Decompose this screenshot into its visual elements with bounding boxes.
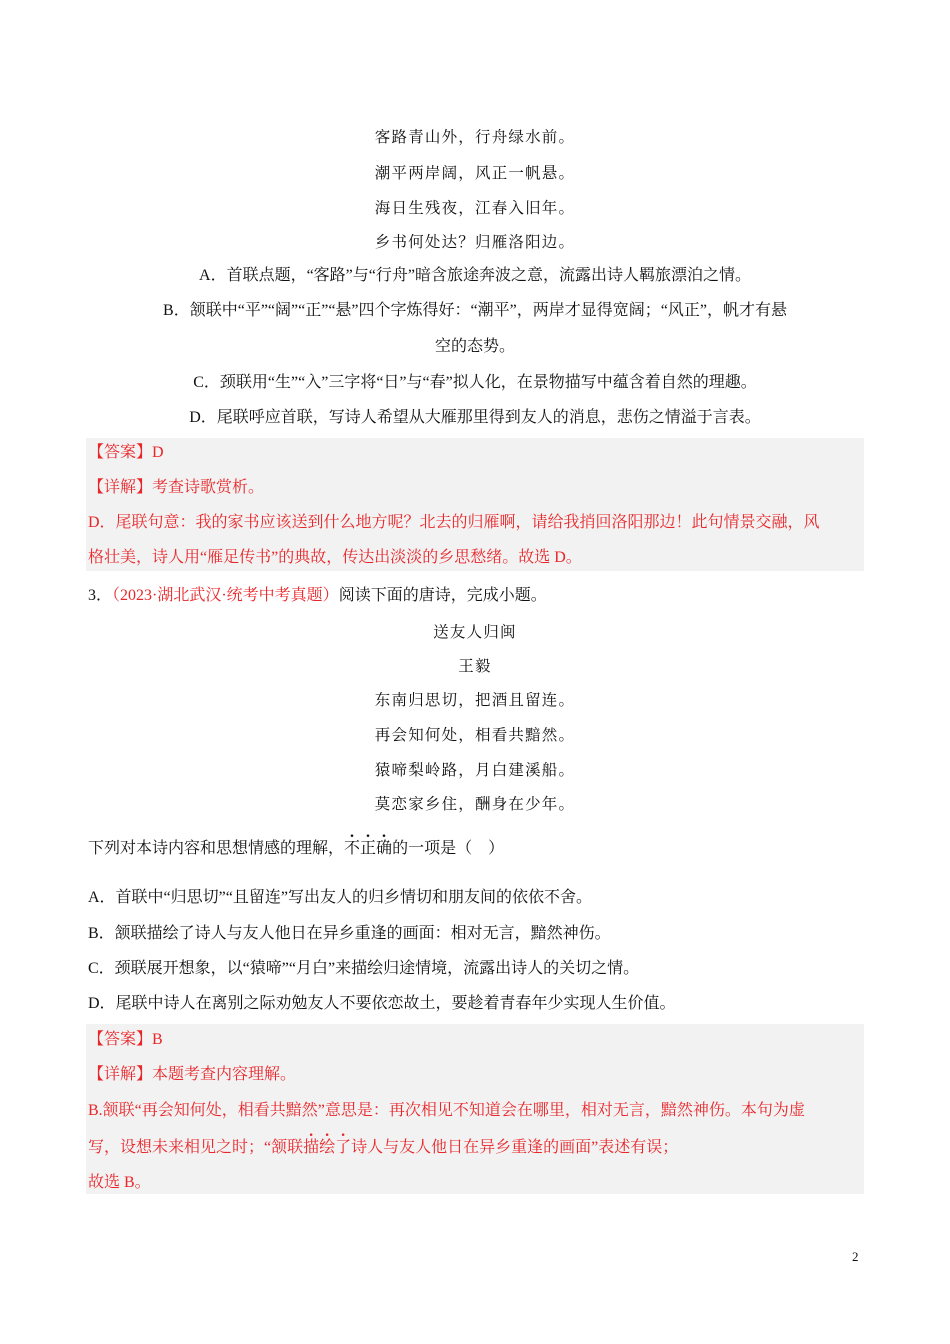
emphasis-char: 绘 — [319, 1139, 336, 1156]
explain-text: 写，设想未来相见之时；“颔联 — [88, 1139, 304, 1156]
poem1-line-4: 乡书何处达？归雁洛阳边。 — [374, 233, 576, 251]
poem2-line-3: 猿啼梨岭路，月白建溪船。 — [374, 761, 576, 779]
stem-text: 下列对本诗内容和思想情感的理解， — [88, 840, 345, 857]
poem2-line-4: 莫恋家乡住，酬身在少年。 — [374, 795, 576, 813]
emphasis-char: 描 — [303, 1139, 320, 1156]
q2-explain-line2: 格壮美，诗人用“雁足传书”的典故，传达出淡淡的乡思愁绪。故选 D。 — [88, 549, 582, 566]
detail-label: 【详解】 — [88, 479, 153, 496]
answer-label: 【答案】 — [88, 1031, 153, 1048]
emphasis-char: 确 — [376, 840, 393, 857]
q2-detail — [88, 477, 264, 499]
q3-explain-line2 — [88, 1137, 678, 1159]
q2-option-c: C．颈联用“生”“入”三字将“日”与“春”拟人化，在景物描写中蕴含着自然的理趣。 — [193, 374, 757, 391]
poem2-line-1: 东南归思切，把酒且留连。 — [374, 691, 576, 709]
q3-explain-line1: B.颔联“再会知何处，相看共黯然”意思是：再次相见不知道会在哪里，相对无言，黯然神伤。本句为虚 — [88, 1102, 805, 1119]
poem2-title: 送友人归闽 — [433, 623, 517, 641]
q3-option-c: C．颈联展开想象，以“猿啼”“月白”来描绘归途情境，流露出诗人的关切之情。 — [88, 960, 640, 977]
poem1-line-3: 海日生残夜，江春入旧年。 — [374, 199, 576, 217]
q3-option-a: A．首联中“归思切”“且留连”写出友人的归乡情切和朋友间的依依不舍。 — [88, 889, 592, 906]
poem1-line-2: 潮平两岸阔，风正一帆悬。 — [374, 164, 576, 182]
detail-text: 本题考查内容理解。 — [152, 1066, 297, 1083]
answer-label: 【答案】 — [88, 444, 153, 461]
answer-value: B — [152, 1031, 163, 1048]
q2-option-b-line2: 空的态势。 — [434, 338, 515, 355]
detail-text: 考查诗歌赏析。 — [152, 479, 265, 496]
q3-answer — [88, 1029, 163, 1051]
stem-text-end: 的一项是（ ） — [392, 840, 505, 857]
q3-detail — [88, 1064, 296, 1086]
emphasis-char: 不 — [344, 840, 361, 857]
q2-option-d: D．尾联呼应首联，写诗人希望从大雁那里得到友人的消息，悲伤之情溢于言表。 — [189, 409, 761, 426]
q3-explain-line3: 故选 B。 — [88, 1174, 151, 1191]
q3-header — [88, 585, 547, 607]
detail-label: 【详解】 — [88, 1066, 153, 1083]
poem1-line-1: 客路青山外，行舟绿水前。 — [374, 128, 576, 146]
poem2-line-2: 再会知何处，相看共黯然。 — [374, 726, 576, 744]
q2-option-b-line1: B．颔联中“平”“阔”“正”“悬”四个字炼得好：“潮平”，两岸才显得宽阔；“风正”，帆才有悬 — [163, 302, 787, 319]
question-instruction: 阅读下面的唐诗，完成小题。 — [338, 587, 547, 604]
q2-option-a: A．首联点题，“客路”与“行舟”暗含旅途奔波之意，流露出诗人羁旅漂泊之情。 — [199, 267, 751, 284]
answer-value: D — [152, 444, 164, 461]
q3-option-d: D．尾联中诗人在离别之际劝勉友人不要依恋故土，要趁着青春年少实现人生价值。 — [88, 995, 676, 1012]
q3-stem — [88, 838, 504, 860]
question-number: 3． — [88, 587, 113, 604]
q2-answer — [88, 442, 164, 464]
emphasis-char: 正 — [360, 840, 377, 857]
emphasis-char: 了 — [335, 1139, 352, 1156]
page-number: 2 — [852, 1249, 859, 1264]
question-source: （2023·湖北武汉·统考中考真题） — [112, 587, 339, 604]
q2-explain-line1: D．尾联句意：我的家书应该送到什么地方呢？北去的归雁啊，请给我捎回洛阳那边！此句情景交融，风 — [88, 514, 820, 531]
q3-option-b: B．颔联描绘了诗人与友人他日在异乡重逢的画面：相对无言，黯然神伤。 — [88, 925, 611, 942]
explain-text-end: 诗人与友人他日在异乡重逢的画面”表述有误； — [351, 1139, 679, 1156]
poem2-author: 王毅 — [458, 657, 492, 675]
